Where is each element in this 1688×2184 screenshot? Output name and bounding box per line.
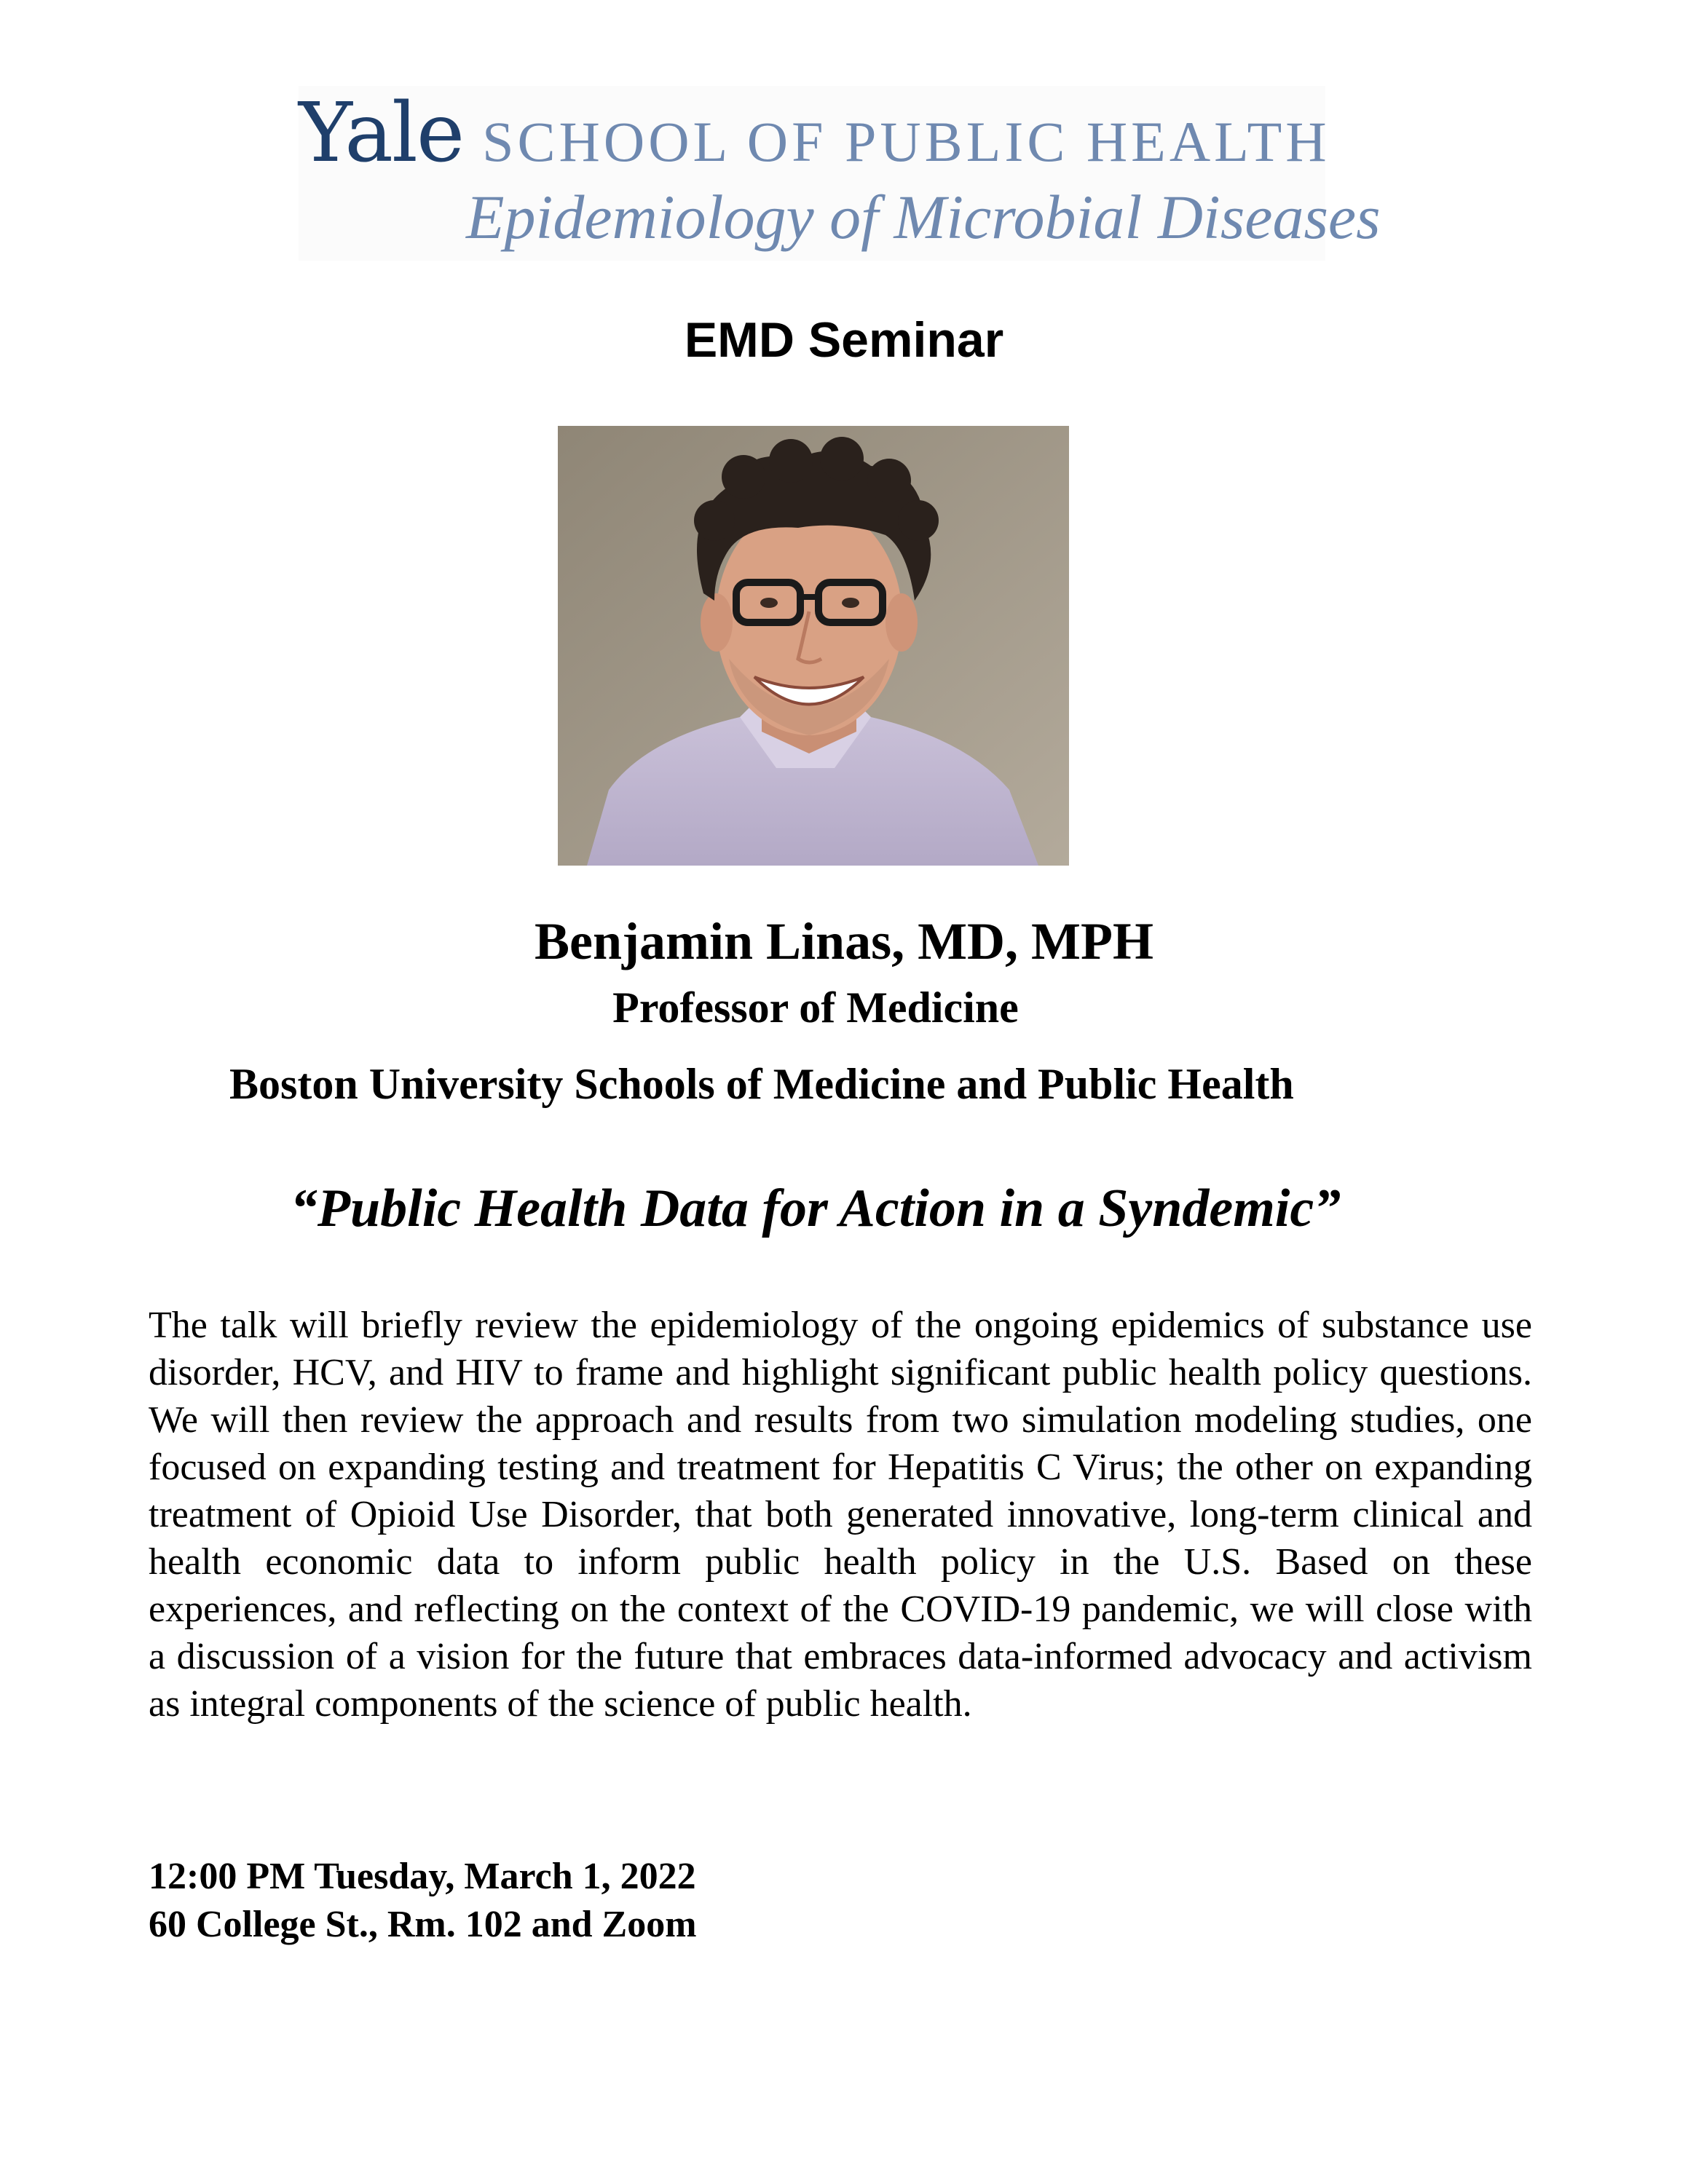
seminar-title: EMD Seminar xyxy=(684,312,1004,368)
logo-department-name: Epidemiology of Microbial Diseases xyxy=(466,182,1381,252)
event-time: 12:00 PM Tuesday, March 1, 2022 xyxy=(149,1856,696,1897)
event-location: 60 College St., Rm. 102 and Zoom xyxy=(149,1904,697,1945)
speaker-affiliation: Boston University Schools of Medicine and Public Health xyxy=(229,1060,1294,1108)
speaker-portrait xyxy=(558,426,1069,866)
logo-yale-wordmark: Yale xyxy=(299,86,464,181)
speaker-name: Benjamin Linas, MD, MPH xyxy=(534,912,1153,970)
speaker-title: Professor of Medicine xyxy=(612,984,1019,1032)
speaker-portrait-illustration xyxy=(558,426,1069,866)
talk-abstract: The talk will briefly review the epidemiology of the ongoing epidemics of substance use disorder, HCV, and HIV to frame and highlight significant public health policy questions. We will then review the approach and results from two simulation modeling studies, one focused on expanding testing and treatment for Hepatitis C Virus; the other on expanding treatment of Opioid Use Disorder, that both generated innovative, long-term clinical and health economic data to inform public health policy in the U.S. Based on these experiences, and reflecting on the context of the COVID-19 pandemic, we will close with a discussion of a vision for the future that embraces data-informed advocacy and activism as integral components of the science of public health. xyxy=(149,1305,1532,1725)
talk-title: “Public Health Data for Action in a Syndemic” xyxy=(290,1179,1341,1238)
yale-sph-logo xyxy=(299,86,1381,261)
logo-line-school xyxy=(299,86,1330,181)
logo-school-name: SCHOOL OF PUBLIC HEALTH xyxy=(482,110,1330,173)
